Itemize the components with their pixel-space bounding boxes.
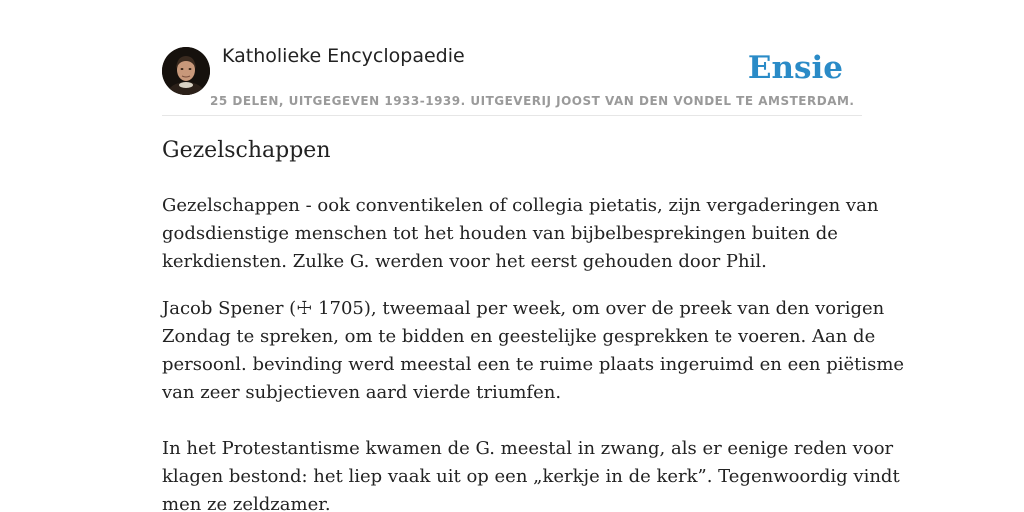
text-line: men ze zeldzamer.: [162, 494, 331, 512]
text-line: godsdienstige menschen tot het houden van bijbelbesprekingen buiten de: [162, 223, 838, 244]
text-line: Gezelschappen - ook conventikelen of collegia pietatis, zijn vergaderingen van: [162, 195, 879, 216]
text-line: kerkdiensten. Zulke G. werden voor het eerst gehouden door Phil.: [162, 251, 767, 272]
source-subtitle: 25 DELEN, UITGEGEVEN 1933-1939. UITGEVERIJ JOOST VAN DEN VONDEL TE AMSTERDAM.: [210, 94, 855, 108]
text-line: klagen bestond: het liep vaak uit op een „kerkje in de kerk”. Tegenwoordig vindt: [162, 466, 900, 487]
text-line: van zeer subjectieven aard vierde triumfen.: [162, 382, 562, 403]
text-line: Zondag te spreken, om te bidden en geestelijke gesprekken te voeren. Aan de: [162, 326, 876, 347]
article-body: [162, 192, 905, 512]
text-line: persoonl. bevinding werd meestal een te ruime plaats ingeruimd en een piëtisme: [162, 354, 905, 375]
text-line: Jacob Spener (☩ 1705), tweemaal per week, om over de preek van den vorigen: [162, 298, 885, 319]
brand-logo[interactable]: Ensie: [747, 50, 843, 86]
source-header: [162, 0, 862, 116]
paragraph-1: [162, 192, 879, 276]
portrait-avatar-icon[interactable]: [162, 47, 210, 95]
paragraph-2: [162, 295, 905, 512]
text-line: In het Protestantisme kwamen de G. meestal in zwang, als er eenige reden voor: [162, 438, 894, 459]
source-title[interactable]: Katholieke Encyclopaedie: [222, 45, 465, 67]
article-title: Gezelschappen: [162, 138, 331, 163]
line-break: [162, 407, 862, 435]
